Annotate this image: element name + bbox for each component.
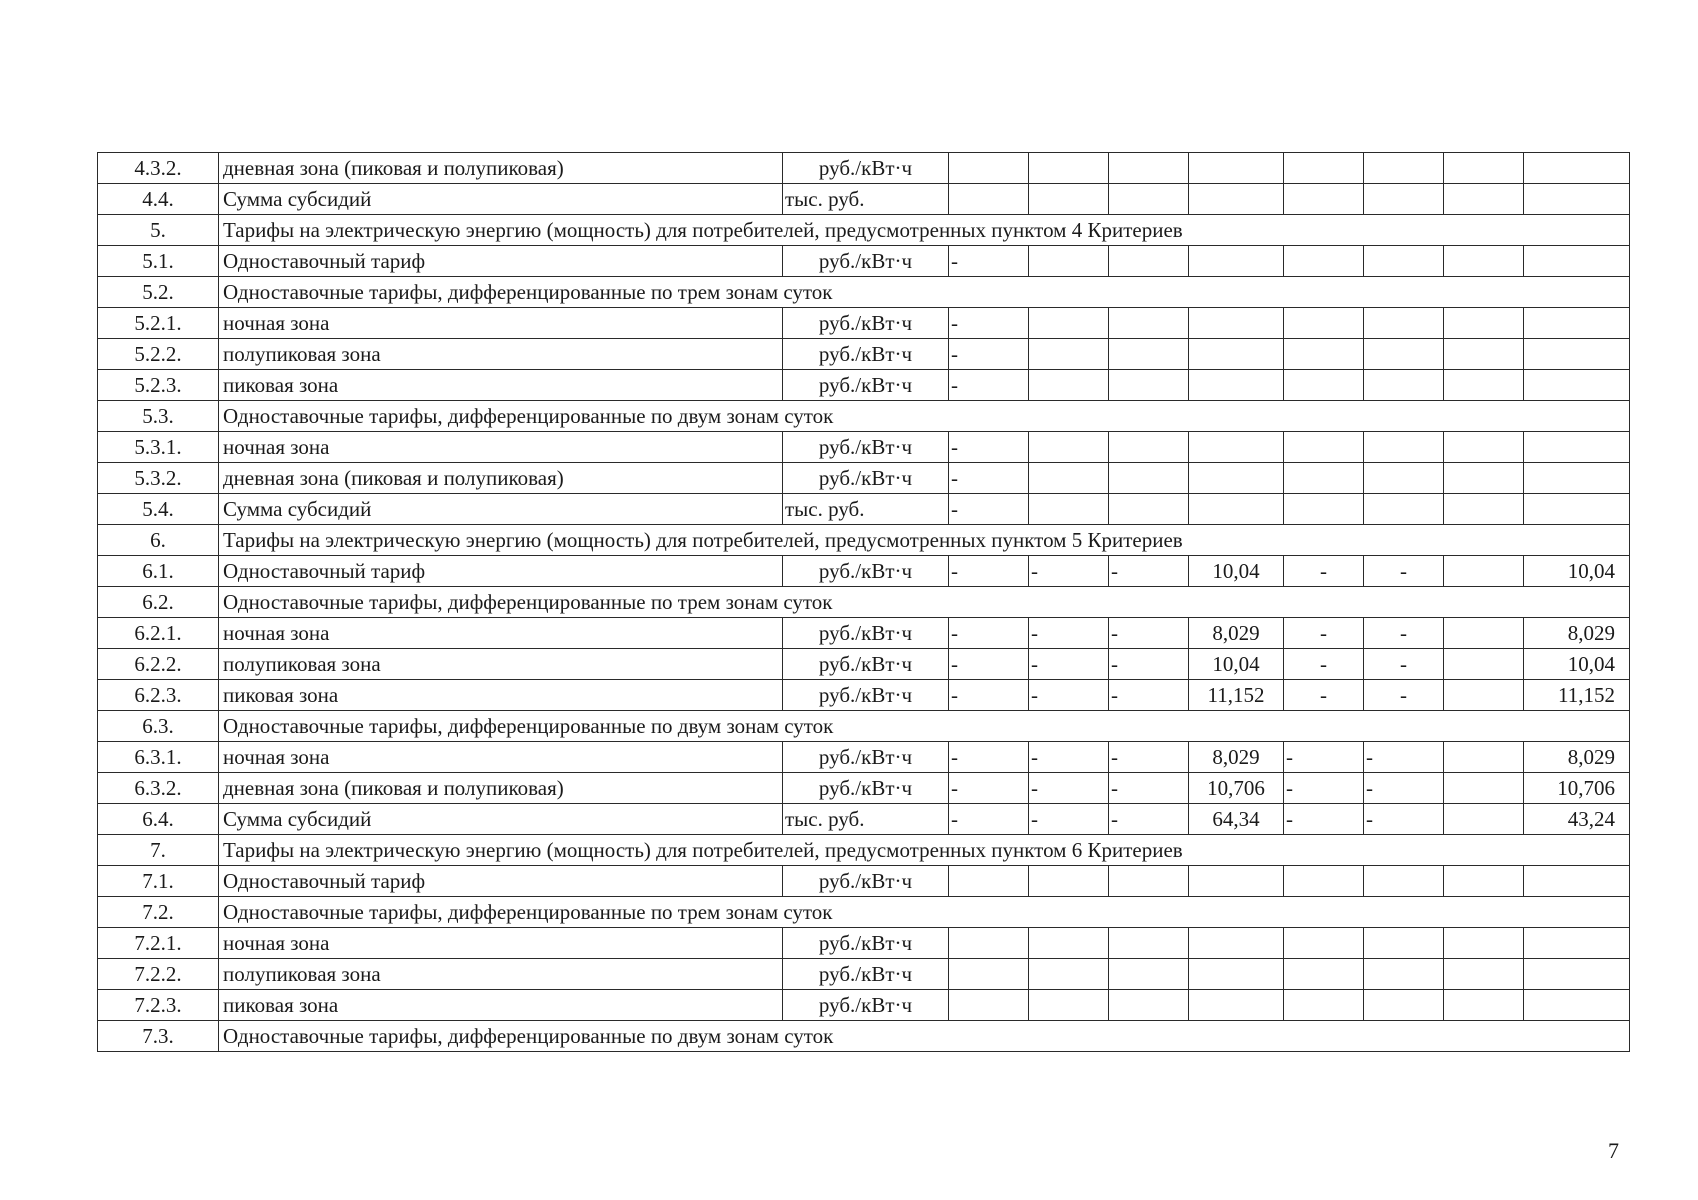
value-cell: - <box>1284 618 1364 649</box>
value-cell <box>1284 370 1364 401</box>
value-cell <box>1189 246 1284 277</box>
value-cell <box>1109 432 1189 463</box>
value-cell: 8,029 <box>1189 742 1284 773</box>
value-cell <box>1029 866 1109 897</box>
table-row <box>98 308 1630 339</box>
value-cell: - <box>1029 804 1109 835</box>
row-name: пиковая зона <box>219 990 783 1021</box>
value-cell <box>1284 494 1364 525</box>
value-cell <box>1029 990 1109 1021</box>
row-number: 6.2.2. <box>98 649 219 680</box>
row-name: дневная зона (пиковая и полупиковая) <box>219 463 783 494</box>
row-name: полупиковая зона <box>219 649 783 680</box>
value-cell <box>1364 866 1444 897</box>
section-row <box>98 897 1630 928</box>
section-title: Одноставочные тарифы, дифференцированные по двум зонам суток <box>219 401 1630 432</box>
table-row <box>98 184 1630 215</box>
value-cell <box>1029 959 1109 990</box>
value-cell <box>1364 432 1444 463</box>
value-cell <box>1524 184 1630 215</box>
value-cell: - <box>1364 649 1444 680</box>
unit-cell: руб./кВт·ч <box>783 680 949 711</box>
value-cell <box>1029 432 1109 463</box>
row-name: Сумма субсидий <box>219 184 783 215</box>
unit-cell: руб./кВт·ч <box>783 959 949 990</box>
row-number: 5.2. <box>98 277 219 308</box>
value-cell <box>1109 494 1189 525</box>
value-cell <box>1444 959 1524 990</box>
row-name: ночная зона <box>219 742 783 773</box>
value-cell: 10,04 <box>1189 649 1284 680</box>
value-cell <box>1524 370 1630 401</box>
row-name: ночная зона <box>219 618 783 649</box>
section-title: Одноставочные тарифы, дифференцированные по трем зонам суток <box>219 277 1630 308</box>
section-row <box>98 215 1630 246</box>
unit-cell: руб./кВт·ч <box>783 618 949 649</box>
row-number: 4.4. <box>98 184 219 215</box>
value-cell <box>1524 432 1630 463</box>
value-cell: - <box>1029 742 1109 773</box>
value-cell <box>1524 866 1630 897</box>
value-cell <box>1444 339 1524 370</box>
value-cell <box>1444 153 1524 184</box>
value-cell: - <box>1029 618 1109 649</box>
value-cell: - <box>949 804 1029 835</box>
value-cell <box>1029 184 1109 215</box>
value-cell <box>1189 432 1284 463</box>
value-cell: - <box>1029 556 1109 587</box>
unit-cell: руб./кВт·ч <box>783 866 949 897</box>
row-number: 6.4. <box>98 804 219 835</box>
value-cell: - <box>1029 649 1109 680</box>
value-cell <box>1444 494 1524 525</box>
value-cell: 8,029 <box>1189 618 1284 649</box>
tariff-table-body <box>98 153 1630 1052</box>
value-cell: 10,04 <box>1524 556 1630 587</box>
row-name: ночная зона <box>219 432 783 463</box>
unit-cell: руб./кВт·ч <box>783 990 949 1021</box>
row-number: 5.3. <box>98 401 219 432</box>
value-cell: - <box>1284 556 1364 587</box>
value-cell <box>1364 339 1444 370</box>
value-cell <box>1444 308 1524 339</box>
table-row <box>98 742 1630 773</box>
value-cell: - <box>949 649 1029 680</box>
value-cell: - <box>949 246 1029 277</box>
value-cell <box>1364 959 1444 990</box>
value-cell <box>1189 463 1284 494</box>
row-name: Одноставочный тариф <box>219 556 783 587</box>
value-cell <box>1189 928 1284 959</box>
value-cell <box>1284 866 1364 897</box>
row-number: 6.2. <box>98 587 219 618</box>
value-cell <box>1109 308 1189 339</box>
value-cell <box>1364 463 1444 494</box>
unit-cell: тыс. руб. <box>783 804 949 835</box>
unit-cell: руб./кВт·ч <box>783 928 949 959</box>
value-cell <box>1109 866 1189 897</box>
value-cell <box>1444 928 1524 959</box>
value-cell <box>1524 153 1630 184</box>
value-cell <box>1109 928 1189 959</box>
row-number: 5. <box>98 215 219 246</box>
value-cell <box>1109 339 1189 370</box>
unit-cell: руб./кВт·ч <box>783 432 949 463</box>
row-number: 5.4. <box>98 494 219 525</box>
value-cell: - <box>1109 556 1189 587</box>
unit-cell: руб./кВт·ч <box>783 773 949 804</box>
row-number: 5.3.1. <box>98 432 219 463</box>
row-number: 6.2.1. <box>98 618 219 649</box>
row-name: полупиковая зона <box>219 959 783 990</box>
value-cell: - <box>1364 742 1444 773</box>
tariff-table <box>97 152 1630 1052</box>
table-row <box>98 494 1630 525</box>
value-cell <box>1029 494 1109 525</box>
unit-cell: руб./кВт·ч <box>783 556 949 587</box>
value-cell <box>1109 246 1189 277</box>
value-cell: - <box>949 308 1029 339</box>
value-cell: - <box>949 339 1029 370</box>
row-number: 5.2.1. <box>98 308 219 339</box>
value-cell <box>1029 339 1109 370</box>
value-cell <box>1444 463 1524 494</box>
row-number: 6.2.3. <box>98 680 219 711</box>
value-cell <box>1284 184 1364 215</box>
unit-cell: руб./кВт·ч <box>783 649 949 680</box>
value-cell: 64,34 <box>1189 804 1284 835</box>
unit-cell: тыс. руб. <box>783 494 949 525</box>
row-name: ночная зона <box>219 308 783 339</box>
table-row <box>98 463 1630 494</box>
row-number: 5.2.2. <box>98 339 219 370</box>
value-cell <box>1444 649 1524 680</box>
value-cell <box>1029 370 1109 401</box>
value-cell <box>1444 618 1524 649</box>
value-cell <box>1444 370 1524 401</box>
value-cell <box>1524 928 1630 959</box>
value-cell: - <box>1364 773 1444 804</box>
value-cell <box>1524 308 1630 339</box>
value-cell <box>949 184 1029 215</box>
section-row <box>98 711 1630 742</box>
value-cell: - <box>1364 680 1444 711</box>
value-cell <box>1189 990 1284 1021</box>
table-row <box>98 153 1630 184</box>
value-cell: - <box>949 432 1029 463</box>
table-row <box>98 804 1630 835</box>
row-name: ночная зона <box>219 928 783 959</box>
table-row <box>98 339 1630 370</box>
value-cell <box>1029 308 1109 339</box>
value-cell <box>1109 184 1189 215</box>
value-cell <box>1029 463 1109 494</box>
table-row <box>98 866 1630 897</box>
value-cell <box>1524 463 1630 494</box>
value-cell: - <box>1109 804 1189 835</box>
row-number: 4.3.2. <box>98 153 219 184</box>
row-number: 6.3.1. <box>98 742 219 773</box>
value-cell <box>1284 246 1364 277</box>
section-title: Тарифы на электрическую энергию (мощность) для потребителей, предусмотренных пунктом 6 Критериев <box>219 835 1630 866</box>
value-cell: - <box>1284 804 1364 835</box>
value-cell: - <box>1284 742 1364 773</box>
value-cell <box>1444 556 1524 587</box>
table-row <box>98 556 1630 587</box>
value-cell <box>949 866 1029 897</box>
value-cell: 10,706 <box>1524 773 1630 804</box>
unit-cell: руб./кВт·ч <box>783 339 949 370</box>
value-cell <box>1109 990 1189 1021</box>
row-name: пиковая зона <box>219 680 783 711</box>
value-cell <box>949 990 1029 1021</box>
value-cell: - <box>949 370 1029 401</box>
value-cell: - <box>1109 618 1189 649</box>
row-name: дневная зона (пиковая и полупиковая) <box>219 773 783 804</box>
row-name: полупиковая зона <box>219 339 783 370</box>
value-cell <box>1364 370 1444 401</box>
value-cell <box>1284 990 1364 1021</box>
section-row <box>98 401 1630 432</box>
row-name: пиковая зона <box>219 370 783 401</box>
table-row <box>98 432 1630 463</box>
row-number: 6. <box>98 525 219 556</box>
value-cell: 10,04 <box>1189 556 1284 587</box>
value-cell: - <box>949 463 1029 494</box>
row-number: 5.2.3. <box>98 370 219 401</box>
value-cell <box>1444 432 1524 463</box>
section-row <box>98 277 1630 308</box>
unit-cell: руб./кВт·ч <box>783 153 949 184</box>
table-row <box>98 959 1630 990</box>
table-row <box>98 649 1630 680</box>
value-cell: - <box>1109 680 1189 711</box>
section-row <box>98 525 1630 556</box>
row-name: Одноставочный тариф <box>219 246 783 277</box>
value-cell: - <box>1109 742 1189 773</box>
value-cell <box>1524 339 1630 370</box>
value-cell <box>1284 339 1364 370</box>
value-cell: - <box>1364 556 1444 587</box>
unit-cell: тыс. руб. <box>783 184 949 215</box>
row-number: 5.3.2. <box>98 463 219 494</box>
value-cell: - <box>949 742 1029 773</box>
value-cell: 11,152 <box>1189 680 1284 711</box>
value-cell <box>949 928 1029 959</box>
value-cell <box>1364 184 1444 215</box>
value-cell <box>1029 246 1109 277</box>
value-cell: - <box>1284 649 1364 680</box>
value-cell <box>1284 153 1364 184</box>
value-cell <box>1524 246 1630 277</box>
table-row <box>98 370 1630 401</box>
value-cell <box>1189 308 1284 339</box>
section-row <box>98 835 1630 866</box>
page-number: 7 <box>1608 1138 1619 1163</box>
value-cell <box>1284 928 1364 959</box>
table-row <box>98 246 1630 277</box>
table-row <box>98 680 1630 711</box>
value-cell <box>949 959 1029 990</box>
value-cell <box>1109 463 1189 494</box>
unit-cell: руб./кВт·ч <box>783 463 949 494</box>
row-number: 6.1. <box>98 556 219 587</box>
row-number: 7.2. <box>98 897 219 928</box>
value-cell <box>1364 494 1444 525</box>
value-cell <box>1444 184 1524 215</box>
value-cell <box>1444 866 1524 897</box>
value-cell: - <box>1284 773 1364 804</box>
value-cell <box>1189 339 1284 370</box>
value-cell: 43,24 <box>1524 804 1630 835</box>
row-number: 5.1. <box>98 246 219 277</box>
value-cell: - <box>1029 773 1109 804</box>
section-row <box>98 1021 1630 1052</box>
value-cell <box>1109 153 1189 184</box>
value-cell <box>1444 680 1524 711</box>
value-cell <box>1109 959 1189 990</box>
value-cell: - <box>949 494 1029 525</box>
table-row <box>98 773 1630 804</box>
value-cell <box>1524 959 1630 990</box>
value-cell <box>1109 370 1189 401</box>
row-number: 7.2.1. <box>98 928 219 959</box>
value-cell: 8,029 <box>1524 742 1630 773</box>
row-number: 6.3. <box>98 711 219 742</box>
value-cell <box>1364 246 1444 277</box>
value-cell <box>1364 308 1444 339</box>
value-cell <box>1364 928 1444 959</box>
section-title: Одноставочные тарифы, дифференцированные по двум зонам суток <box>219 1021 1630 1052</box>
section-row <box>98 587 1630 618</box>
unit-cell: руб./кВт·ч <box>783 370 949 401</box>
row-number: 7.2.2. <box>98 959 219 990</box>
section-title: Тарифы на электрическую энергию (мощность) для потребителей, предусмотренных пунктом 5 Критериев <box>219 525 1630 556</box>
table-row <box>98 990 1630 1021</box>
value-cell: - <box>949 773 1029 804</box>
value-cell <box>1284 432 1364 463</box>
value-cell <box>1364 990 1444 1021</box>
section-title: Тарифы на электрическую энергию (мощность) для потребителей, предусмотренных пунктом 4 Критериев <box>219 215 1630 246</box>
value-cell <box>1189 153 1284 184</box>
section-title: Одноставочные тарифы, дифференцированные по трем зонам суток <box>219 897 1630 928</box>
value-cell: 10,706 <box>1189 773 1284 804</box>
value-cell: - <box>1364 804 1444 835</box>
row-number: 7.2.3. <box>98 990 219 1021</box>
row-number: 7. <box>98 835 219 866</box>
value-cell <box>1364 153 1444 184</box>
table-row <box>98 928 1630 959</box>
unit-cell: руб./кВт·ч <box>783 308 949 339</box>
row-name: Сумма субсидий <box>219 804 783 835</box>
value-cell <box>1189 184 1284 215</box>
value-cell <box>1189 370 1284 401</box>
value-cell: - <box>1029 680 1109 711</box>
row-name: дневная зона (пиковая и полупиковая) <box>219 153 783 184</box>
row-name: Сумма субсидий <box>219 494 783 525</box>
value-cell <box>1444 246 1524 277</box>
value-cell: - <box>949 556 1029 587</box>
row-number: 6.3.2. <box>98 773 219 804</box>
value-cell: - <box>1364 618 1444 649</box>
unit-cell: руб./кВт·ч <box>783 742 949 773</box>
value-cell <box>949 153 1029 184</box>
tariff-table-page <box>97 152 1629 1052</box>
value-cell <box>1029 153 1109 184</box>
row-number: 7.1. <box>98 866 219 897</box>
value-cell <box>1029 928 1109 959</box>
value-cell: 8,029 <box>1524 618 1630 649</box>
section-title: Одноставочные тарифы, дифференцированные по трем зонам суток <box>219 587 1630 618</box>
value-cell <box>1284 463 1364 494</box>
section-title: Одноставочные тарифы, дифференцированные по двум зонам суток <box>219 711 1630 742</box>
value-cell: - <box>1284 680 1364 711</box>
unit-cell: руб./кВт·ч <box>783 246 949 277</box>
value-cell <box>1284 308 1364 339</box>
value-cell <box>1189 494 1284 525</box>
value-cell: 11,152 <box>1524 680 1630 711</box>
value-cell <box>1444 742 1524 773</box>
value-cell: - <box>949 680 1029 711</box>
value-cell <box>1524 990 1630 1021</box>
row-number: 7.3. <box>98 1021 219 1052</box>
value-cell <box>1524 494 1630 525</box>
value-cell <box>1189 866 1284 897</box>
row-name: Одноставочный тариф <box>219 866 783 897</box>
value-cell: - <box>1109 773 1189 804</box>
value-cell: - <box>1109 649 1189 680</box>
value-cell <box>1444 773 1524 804</box>
value-cell <box>1189 959 1284 990</box>
value-cell: - <box>949 618 1029 649</box>
value-cell <box>1444 990 1524 1021</box>
value-cell: 10,04 <box>1524 649 1630 680</box>
value-cell <box>1284 959 1364 990</box>
value-cell <box>1444 804 1524 835</box>
table-row <box>98 618 1630 649</box>
